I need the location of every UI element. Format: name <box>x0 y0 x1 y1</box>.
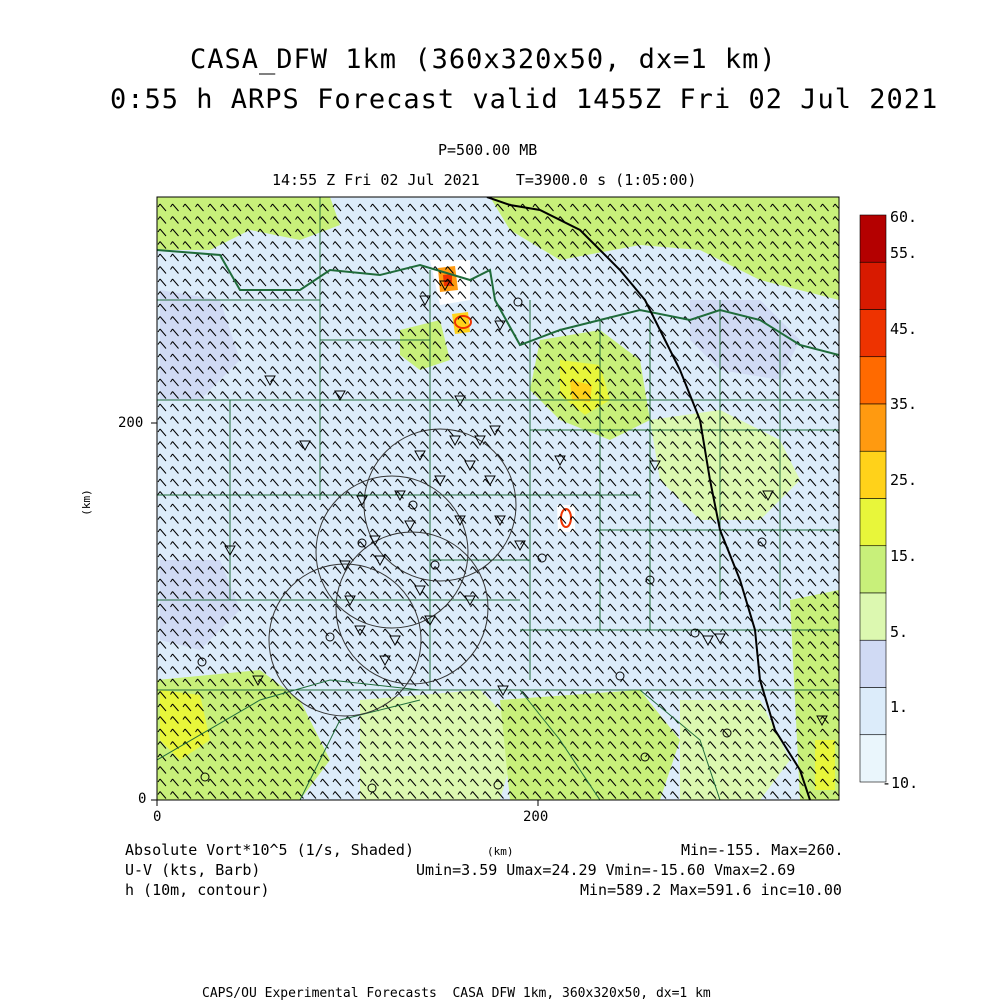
x-axis-unit: (km) <box>487 845 514 858</box>
colorbar-segment <box>860 310 886 357</box>
colorbar-label-60: 60. <box>890 208 918 226</box>
colorbar-segment <box>860 262 886 309</box>
legend-wind-stats: Umin=3.59 Umax=24.29 Vmin=-15.60 Vmax=2.69 <box>416 861 796 879</box>
colorbar-label-45: 45. <box>890 320 918 338</box>
vorticity-shading <box>157 197 839 800</box>
colorbar-label-15: 15. <box>890 547 918 565</box>
y-tick-0: 0 <box>138 791 147 807</box>
colorbar-segment <box>860 404 886 451</box>
legend-field-vorticity: Absolute Vort*10^5 (1/s, Shaded) <box>125 841 414 859</box>
colorbar-segment <box>860 546 886 593</box>
footer-credit: CAPS/OU Experimental Forecasts CASA DFW 1km, 360x320x50, dx=1 km <box>202 986 711 1001</box>
colorbar-label-1: 1. <box>890 698 909 716</box>
legend-field-wind: U-V (kts, Barb) <box>125 861 261 879</box>
pressure-level: P=500.00 MB <box>438 141 538 159</box>
legend-vorticity-stats: Min=-155. Max=260. <box>681 841 844 859</box>
colorbar-segment <box>860 593 886 640</box>
y-tick-200: 200 <box>118 415 144 431</box>
x-tick-200: 200 <box>523 809 549 825</box>
title-line-1: CASA_DFW 1km (360x320x50, dx=1 km) <box>190 44 777 75</box>
colorbar-segment <box>860 499 886 546</box>
colorbar-label-25: 25. <box>890 471 918 489</box>
valid-time: 14:55 Z Fri 02 Jul 2021 T=3900.0 s (1:05:00) <box>272 171 697 189</box>
colorbar-segment <box>860 357 886 404</box>
colorbar-label-minus-10: -10. <box>882 774 919 792</box>
legend-field-height: h (10m, contour) <box>125 881 270 899</box>
colorbar-segment <box>860 688 886 735</box>
colorbar-label-35: 35. <box>890 395 918 413</box>
colorbar-segment <box>860 215 886 262</box>
colorbar-segment <box>860 451 886 498</box>
colorbar <box>860 215 886 782</box>
legend-height-stats: Min=589.2 Max=591.6 inc=10.00 <box>580 881 842 899</box>
colorbar-segment <box>860 640 886 687</box>
y-axis-unit: (km) <box>79 489 93 516</box>
colorbar-label-5: 5. <box>890 623 909 641</box>
colorbar-label-55: 55. <box>890 244 918 262</box>
title-line-2: 0:55 h ARPS Forecast valid 1455Z Fri 02 Jul 2021 <box>110 84 939 115</box>
x-tick-0: 0 <box>153 809 162 825</box>
